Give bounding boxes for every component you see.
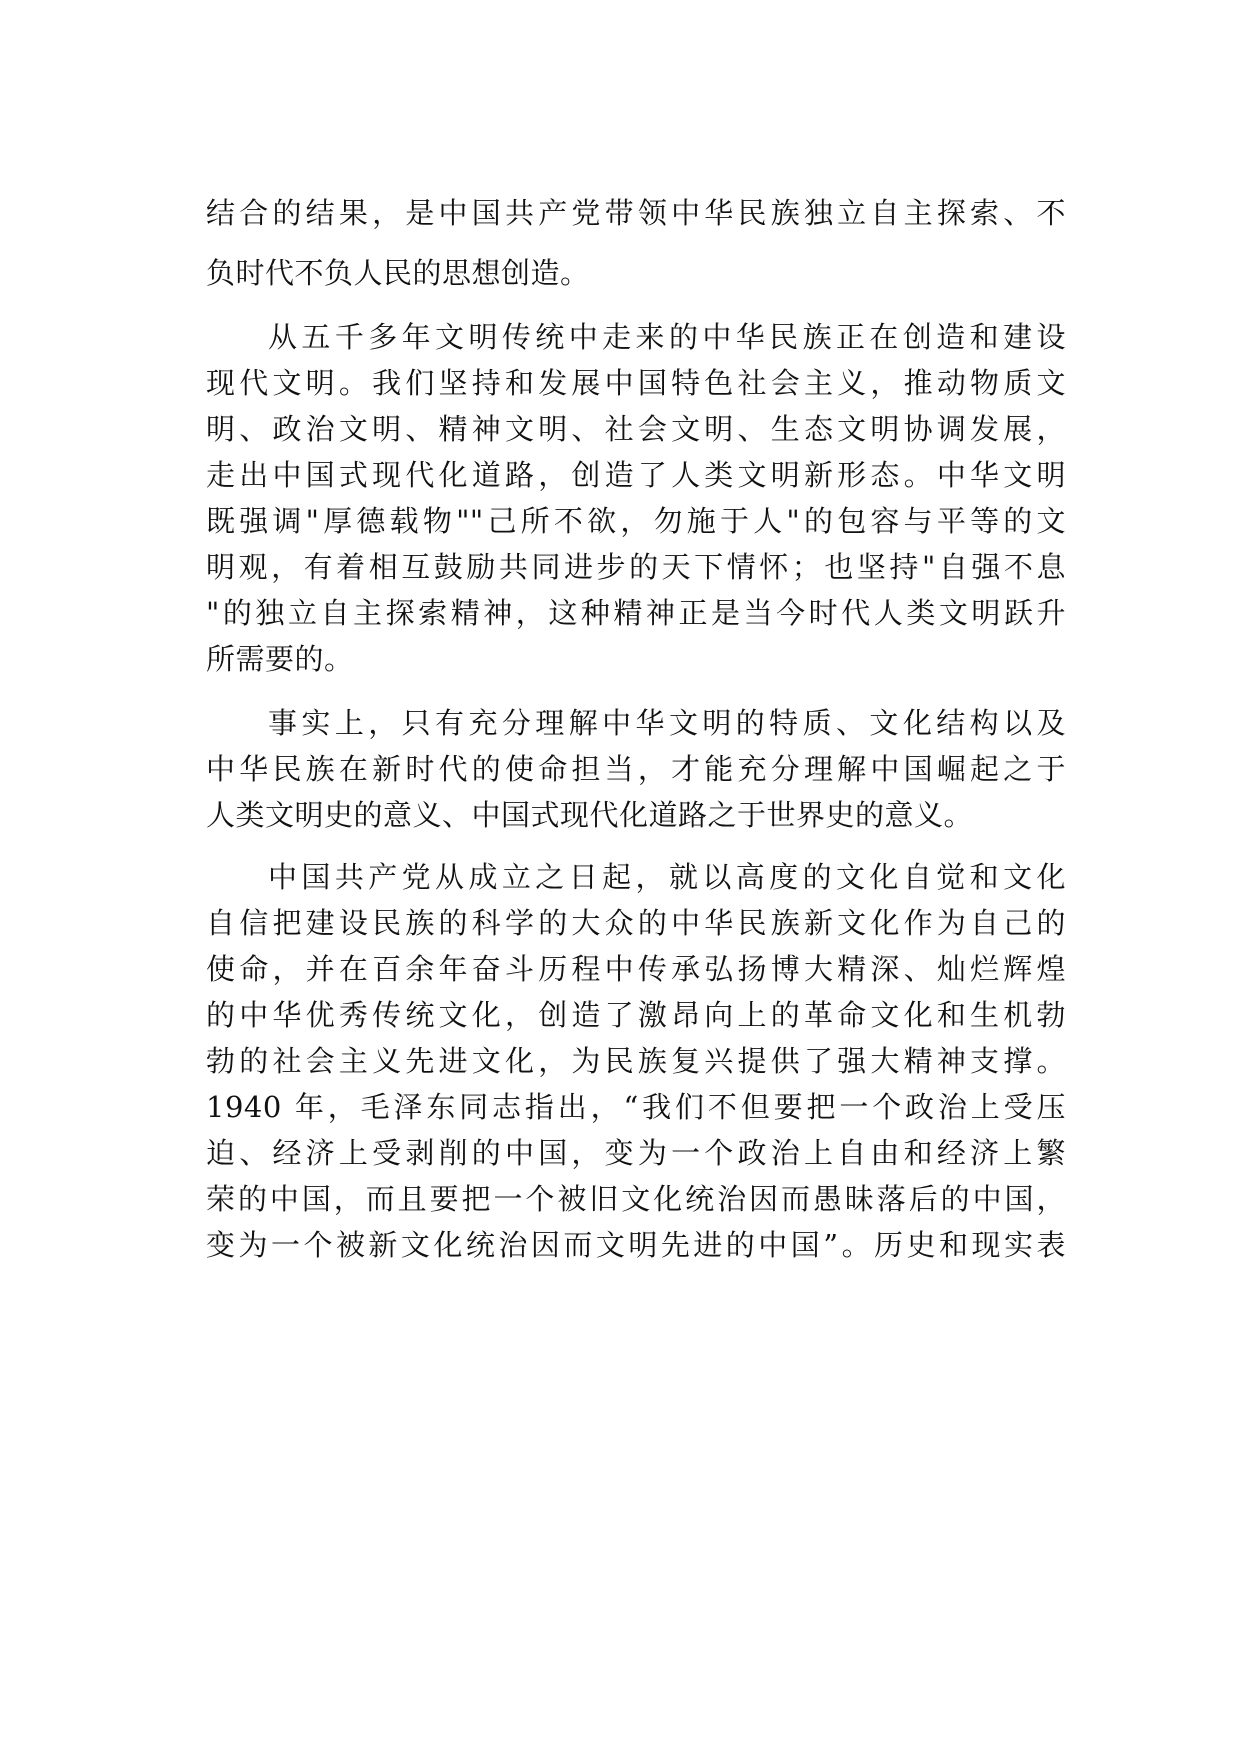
text-line: 的中华优秀传统文化，创造了激昂向上的革命文化和生机勃 <box>206 998 1066 1032</box>
document-body <box>206 190 1066 1268</box>
text-line: "的独立自主探索精神，这种精神正是当今时代人类文明跃升 <box>206 596 1066 630</box>
text-line: 既强调"厚德载物""己所不欲，勿施于人"的包容与平等的文 <box>206 504 1066 538</box>
text-line: 人类文明史的意义、中国式现代化道路之于世界史的意义。 <box>206 798 974 832</box>
text-line: 中国共产党从成立之日起，就以高度的文化自觉和文化 <box>268 860 1066 894</box>
text-line: 中华民族在新时代的使命担当，才能充分理解中国崛起之于 <box>206 752 1066 786</box>
text-line: 明、政治文明、精神文明、社会文明、生态文明协调发展， <box>206 412 1066 446</box>
text-line: 负时代不负人民的思想创造。 <box>206 256 590 290</box>
paragraph-1 <box>206 190 1066 296</box>
text-line: 变为一个被新文化统治因而文明先进的中国”。历史和现实表 <box>206 1228 1066 1262</box>
text-line: 所需要的。 <box>206 642 354 676</box>
text-line: 事实上，只有充分理解中华文明的特质、文化结构以及 <box>268 706 1066 740</box>
text-line: 勃的社会主义先进文化，为民族复兴提供了强大精神支撑。 <box>206 1044 1066 1078</box>
paragraph-3 <box>206 700 1066 838</box>
text-line: 自信把建设民族的科学的大众的中华民族新文化作为自己的 <box>206 906 1066 940</box>
paragraph-4 <box>206 854 1066 1268</box>
text-line: 1940 年，毛泽东同志指出，“我们不但要把一个政治上受压 <box>206 1090 1066 1124</box>
text-line: 走出中国式现代化道路，创造了人类文明新形态。中华文明 <box>206 458 1066 492</box>
text-line: 荣的中国，而且要把一个被旧文化统治因而愚昧落后的中国， <box>206 1182 1066 1216</box>
text-line: 迫、经济上受剥削的中国，变为一个政治上自由和经济上繁 <box>206 1136 1066 1170</box>
paragraph-2 <box>206 314 1066 682</box>
text-line: 结合的结果，是中国共产党带领中华民族独立自主探索、不 <box>206 196 1066 230</box>
text-line: 现代文明。我们坚持和发展中国特色社会主义，推动物质文 <box>206 366 1066 400</box>
text-line: 明观，有着相互鼓励共同进步的天下情怀；也坚持"自强不息 <box>206 550 1066 584</box>
text-line: 从五千多年文明传统中走来的中华民族正在创造和建设 <box>268 320 1066 354</box>
text-line: 使命，并在百余年奋斗历程中传承弘扬博大精深、灿烂辉煌 <box>206 952 1066 986</box>
